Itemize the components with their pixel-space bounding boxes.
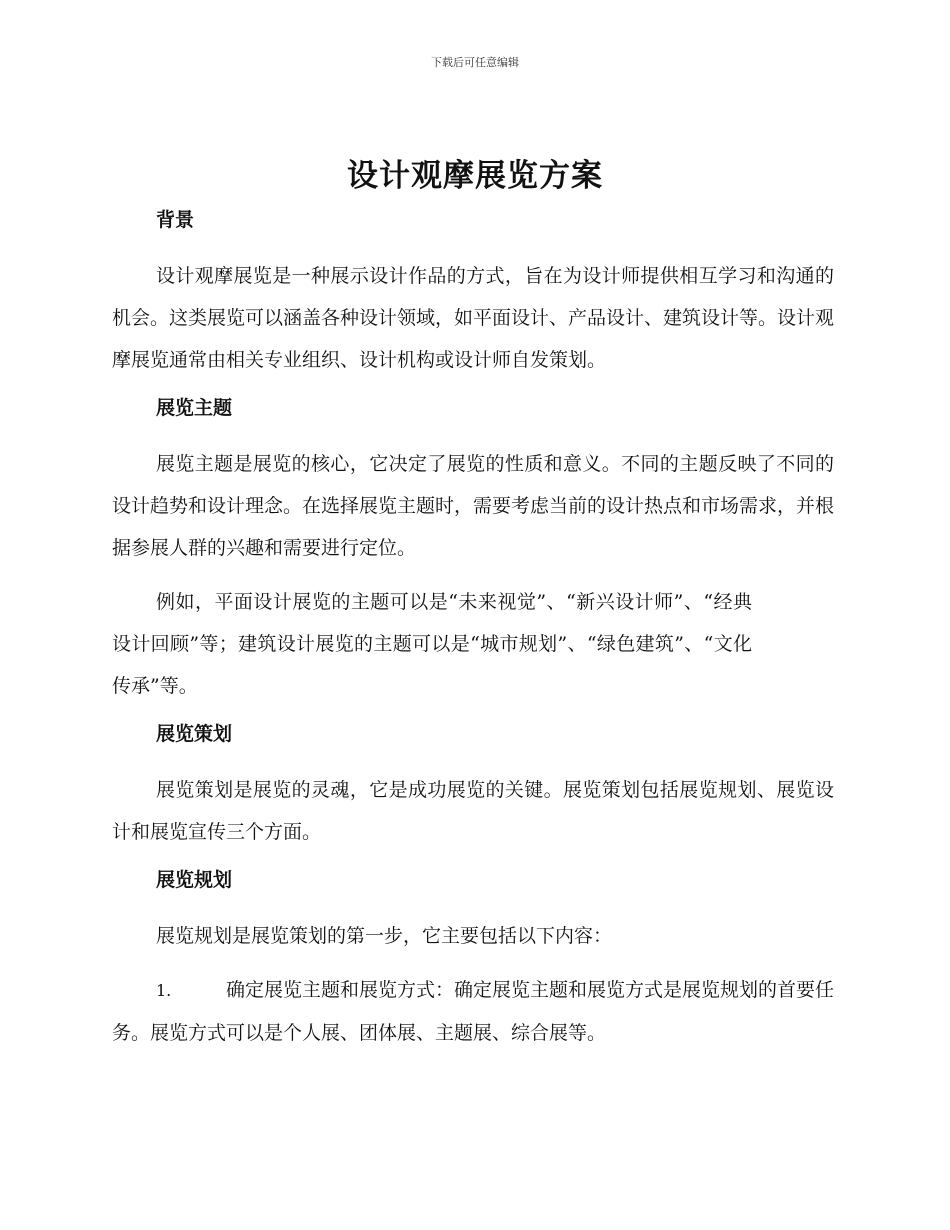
page-title: 设计观摩展览方案 bbox=[347, 158, 603, 194]
list-item-text: 确定展览主题和展览方式：确定展览主题和展览方式是展览规划的首要任务。展览方式可以是个人展、团体展、主题展、综合展等。 bbox=[112, 979, 835, 1044]
heading-background: 背景 bbox=[156, 209, 195, 231]
heading-theme: 展览主题 bbox=[156, 397, 233, 419]
document-body bbox=[112, 205, 834, 1054]
paragraph-scheme: 展览规划是展览策划的第一步，它主要包括以下内容： bbox=[156, 925, 613, 947]
paragraph-background: 设计观摩展览是一种展示设计作品的方式，旨在为设计师提供相互学习和沟通的机会。这类展览可以涵盖各种设计领域，如平面设计、产品设计、建筑设计等。设计观摩展览通常由相关专业组织、设计机构或设计师自发策划。 bbox=[112, 265, 835, 371]
heading-planning: 展览策划 bbox=[156, 723, 233, 745]
header-note: 下载后可任意编辑 bbox=[431, 56, 519, 69]
list-item-number: 1. bbox=[156, 981, 172, 1000]
paragraph-theme-2: 例如，平面设计展览的主题可以是“未来视觉”、“新兴设计师”、“经典设计回顾”等；建筑设计展览的主题可以是“城市规划”、“绿色建筑”、“文化传承”等。 bbox=[112, 591, 752, 697]
heading-scheme: 展览规划 bbox=[156, 869, 233, 891]
paragraph-planning: 展览策划是展览的灵魂，它是成功展览的关键。展览策划包括展览规划、展览设计和展览宣传三个方面。 bbox=[112, 779, 834, 843]
list-item bbox=[112, 969, 834, 1054]
paragraph-theme-1: 展览主题是展览的核心，它决定了展览的性质和意义。不同的主题反映了不同的设计趋势和设计理念。在选择展览主题时，需要考虑当前的设计热点和市场需求，并根据参展人群的兴趣和需要进行定位。 bbox=[112, 453, 835, 559]
